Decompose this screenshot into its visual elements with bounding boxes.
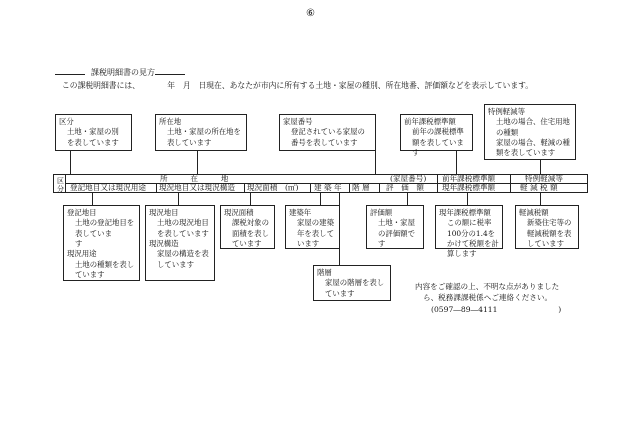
box-genkyo-menseki	[220, 205, 275, 249]
box-toki-chimoku	[63, 205, 140, 281]
row2-hyokagaku: 評 価 額	[386, 183, 424, 192]
box-tokurei-body: 土地の場合、住宅用地の種類 家屋の場合、軽減の種類を表しています	[496, 117, 570, 158]
row2-kenchikunen: 建 築 年	[314, 183, 342, 192]
heading-rule-right	[155, 74, 185, 75]
row1-tokurei: 特例軽減等	[525, 174, 563, 183]
box-genkyo-chimoku-body2: 家屋の構造を表しています	[157, 249, 209, 269]
contact-line-1: 内容をご確認の上、不明な点がありました	[415, 282, 560, 291]
row2-divider-1	[156, 183, 157, 193]
row2-toki-chimoku: 登記地目又は現況用途	[70, 183, 146, 192]
box-kubun-title: 区分	[59, 117, 74, 126]
box-kaisu-body: 家屋の階層を表しています	[325, 278, 385, 298]
connector-genzai-hyojun	[467, 193, 468, 205]
box-hyokagaku-title: 評価額	[370, 208, 393, 217]
connector-kaoku-bango	[375, 151, 376, 174]
box-genzai-hyojun-title: 現年課税標準額	[439, 208, 491, 217]
row2-divider-7	[510, 183, 511, 193]
box-genzai-hyojun-body: この額に税率100分の1.4をかけて税額を計算します	[447, 218, 499, 259]
table-kubun-divider	[65, 174, 66, 193]
connector-kubun	[70, 151, 71, 174]
row2-divider-3	[310, 183, 311, 193]
row1-divider-1	[437, 174, 438, 183]
box-shozaichi-title: 所在地	[159, 117, 182, 126]
connector-toki-chimoku	[92, 193, 93, 205]
box-kaisu	[313, 265, 391, 301]
box-kaoku-bango-body: 登記されている家屋の番号を表しています	[291, 127, 365, 147]
box-kaoku-bango	[279, 114, 376, 151]
box-kaoku-bango-title: 家屋番号	[283, 117, 313, 126]
box-hyokagaku-body: 土地・家屋の評価額です	[378, 218, 415, 249]
connector-tokurei	[540, 160, 541, 174]
table-kubun-label: 区分	[56, 177, 65, 193]
row2-divider-5	[379, 183, 380, 193]
heading-rule-left	[55, 74, 85, 75]
box-zennen	[400, 114, 473, 158]
box-kaisu-title: 階層	[317, 268, 332, 277]
box-shozaichi-body: 土地・家屋の所在地を表しています	[167, 127, 241, 147]
row2-divider-4	[349, 183, 350, 193]
box-genkyo-chimoku-body1: 土地の現況地目を表しています	[157, 218, 209, 238]
box-genkyo-chimoku	[145, 205, 215, 281]
box-genkyo-chimoku-title2: 現況構造	[149, 239, 179, 249]
box-toki-chimoku-body2: 土地の種類を表しています	[75, 259, 135, 280]
row2-kaisu: 階 層	[352, 183, 370, 192]
contact-line-2: ら、税務課課税係へご連絡ください。	[423, 293, 553, 303]
connector-keigen-zeigaku	[540, 193, 541, 205]
intro-text: この課税明細書には、 年 月 日現在、あなたが市内に所有する土地・家屋の種別、所在地番、評価額などを表示しています。	[62, 81, 534, 90]
box-toki-chimoku-title2: 現況用途	[67, 249, 97, 259]
box-keigen-zeigaku-body: 新築住宅等の軽減税額を表しています	[527, 218, 572, 249]
box-zennen-body: 前年の課税標準額を表しています	[412, 127, 464, 158]
box-kubun	[55, 114, 132, 151]
row1-zennen: 前年課税標準額	[442, 174, 496, 183]
connector-shozaichi	[197, 151, 198, 174]
row2-divider-6	[437, 183, 438, 193]
box-kubun-body: 土地・家屋の別 を表しています	[67, 127, 119, 147]
row1-shozaichi: 所 在 地	[160, 174, 229, 183]
box-shozaichi	[155, 114, 247, 151]
box-genkyo-menseki-title: 現況面積	[224, 208, 254, 217]
contact-phone: (0597―89―4111 )	[431, 304, 562, 314]
row2-genkyo-chimoku: 現況地目又は現況構造	[159, 183, 235, 192]
box-genzai-hyojun	[435, 205, 503, 259]
page-number: ⑥	[306, 8, 315, 19]
box-kenchikunen	[285, 205, 340, 249]
box-genkyo-menseki-body: 課税対象の面積を表しています	[232, 218, 269, 249]
heading-title: 課税明細書の見方	[91, 68, 155, 77]
row1-divider-2	[510, 174, 511, 183]
box-tokurei-title: 特例軽減等	[488, 107, 525, 116]
row1-kaoku-bango: (家屋番号)	[390, 174, 427, 183]
connector-genkyo-chimoku	[178, 193, 179, 205]
row2-genzai-hyojun: 現年課税標準額	[442, 183, 496, 192]
connector-hyokagaku	[407, 193, 408, 205]
box-genkyo-chimoku-title1: 現況地目	[149, 208, 179, 217]
box-zennen-title: 前年課税標準額	[404, 117, 456, 126]
row2-genkyo-menseki: 現況面積 (㎡)	[247, 183, 299, 192]
box-keigen-zeigaku-title: 軽減税額	[519, 208, 549, 217]
contact-note	[415, 281, 561, 315]
box-toki-chimoku-title1: 登記地目	[67, 208, 97, 217]
row2-keigen-zeigaku: 軽 減 税 額	[520, 183, 558, 192]
box-kenchikunen-body: 家屋の建築年を表しています	[297, 218, 334, 249]
box-tokurei	[484, 104, 576, 160]
box-hyokagaku	[366, 205, 424, 249]
connector-zennen	[456, 151, 457, 174]
connector-kenchikunen	[320, 193, 321, 205]
row2-divider-2	[244, 183, 245, 193]
box-keigen-zeigaku	[515, 205, 579, 249]
connector-genkyo-menseki	[250, 193, 251, 205]
box-toki-chimoku-body1: 土地の登記地目を表していま す	[75, 218, 135, 249]
box-kenchikunen-title: 建築年	[289, 208, 312, 217]
